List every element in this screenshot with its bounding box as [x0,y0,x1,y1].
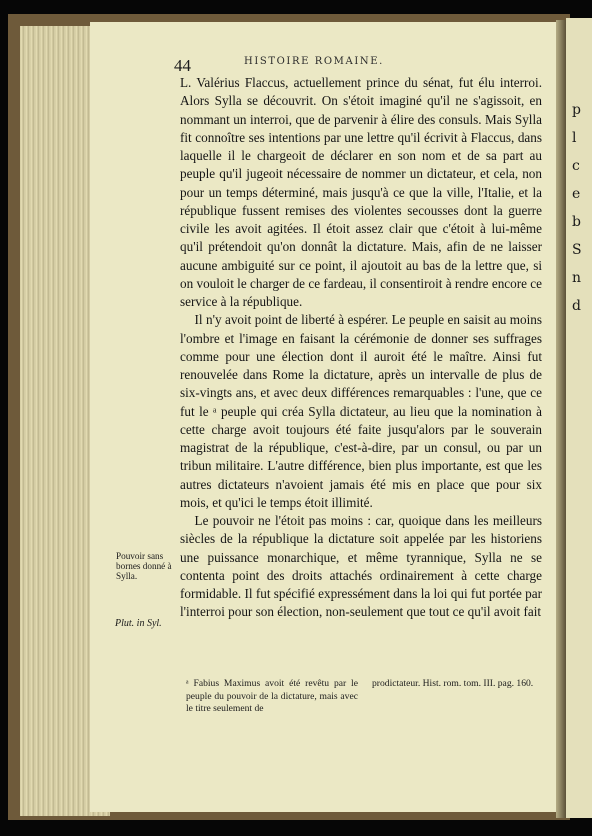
facing-page-edge [566,18,592,818]
margin-note: Pouvoir sans bornes donné à Sylla. [116,551,172,581]
margin-citation: Plut. in Syl. [115,618,162,629]
facing-glyph: e [572,186,581,202]
facing-glyph: S [572,242,582,258]
facing-glyph: l [572,130,577,146]
facing-glyph: b [572,214,581,230]
paragraph: L. Valérius Flaccus, actuellement prince du sénat, fut élu interroi. Alors Sylla se découvrit. On s'étoit imaginé qu'il ne s'agissoit, en nommant un interroi, que de parvenir à élire des consuls. Mais Sylla fit connoître ses intentions par une lettre qu'il écrivit à Flaccus, dans laquelle il le chargeoit de déclarer en son nom et de sa part au peuple qu'il jugeoit nécessaire de nommer un dictateur, et cela, non pour un temps déterminé, mais jusqu'à ce que la ville, l'Italie, et la république fussent remises des violentes secousses dont la guerre civile les avoit agitées. Il étoit assez clair que c'étoit à lui-même qu'il prétendoit qu'on donnât la dictature. Mais, afin de ne laisser aucune ambiguité sur ce point, il ajoutoit au bas de la lettre que, si on vouloit le charger de ce fardeau, il consentiroit à rendre encore ce service à la république. [180,75,542,309]
paragraph: Le pouvoir ne l'étoit pas moins : car, quoique dans les meilleurs siècles de la république la dictature soit appelée par les historiens une puissance monarchique, et même tyrannique, Sylla ne se contenta point des droits attachés ordinairement à cette charge formidable. Il fut spécifié expressément dans la loi qui fut portée par l'interroi pour son élection, non-seulement que tout ce qu'il avoit fait [180,513,542,620]
footnote-right: prodictateur. Hist. rom. tom. III. pag. 160. [372,678,534,689]
running-title: HISTOIRE ROMAINE. [244,56,384,67]
paragraph: Il n'y avoit point de liberté à espérer. Le peuple en saisit au moins l'ombre et l'image en faisant la cérémonie de donner ses suffrages comme pour une élection dont il auroit été le maître. Ainsi fut renouvelée dans Rome la dictature, après un intervalle de plus de six-vingts ans, et avec deux différences remarquables : l'une, que ce fut le ᵃ peuple qui créa Sylla dictateur, au lieu que la nomination à cette charge avoit toujours été faite jusqu'alors par le souverain magistrat de la république, c'est-à-dire, par un consul, ou par un tribun militaire. L'autre différence, bien plus importante, est que les autres dictateurs n'avoient jamais été mis en place que pour six mois, et qu'ici le temps étoit illimité. [180,312,542,510]
facing-glyph: p [572,102,581,118]
facing-glyph: d [572,298,581,314]
facing-glyph: c [572,158,580,174]
facing-glyph: n [572,270,582,286]
footnote-left: ᵃ Fabius Maximus avoit été revêtu par le peuple du pouvoir de la dictature, mais avec le titre seulement de [186,678,358,714]
main-text [180,74,542,622]
page-number: 44 [174,56,191,75]
